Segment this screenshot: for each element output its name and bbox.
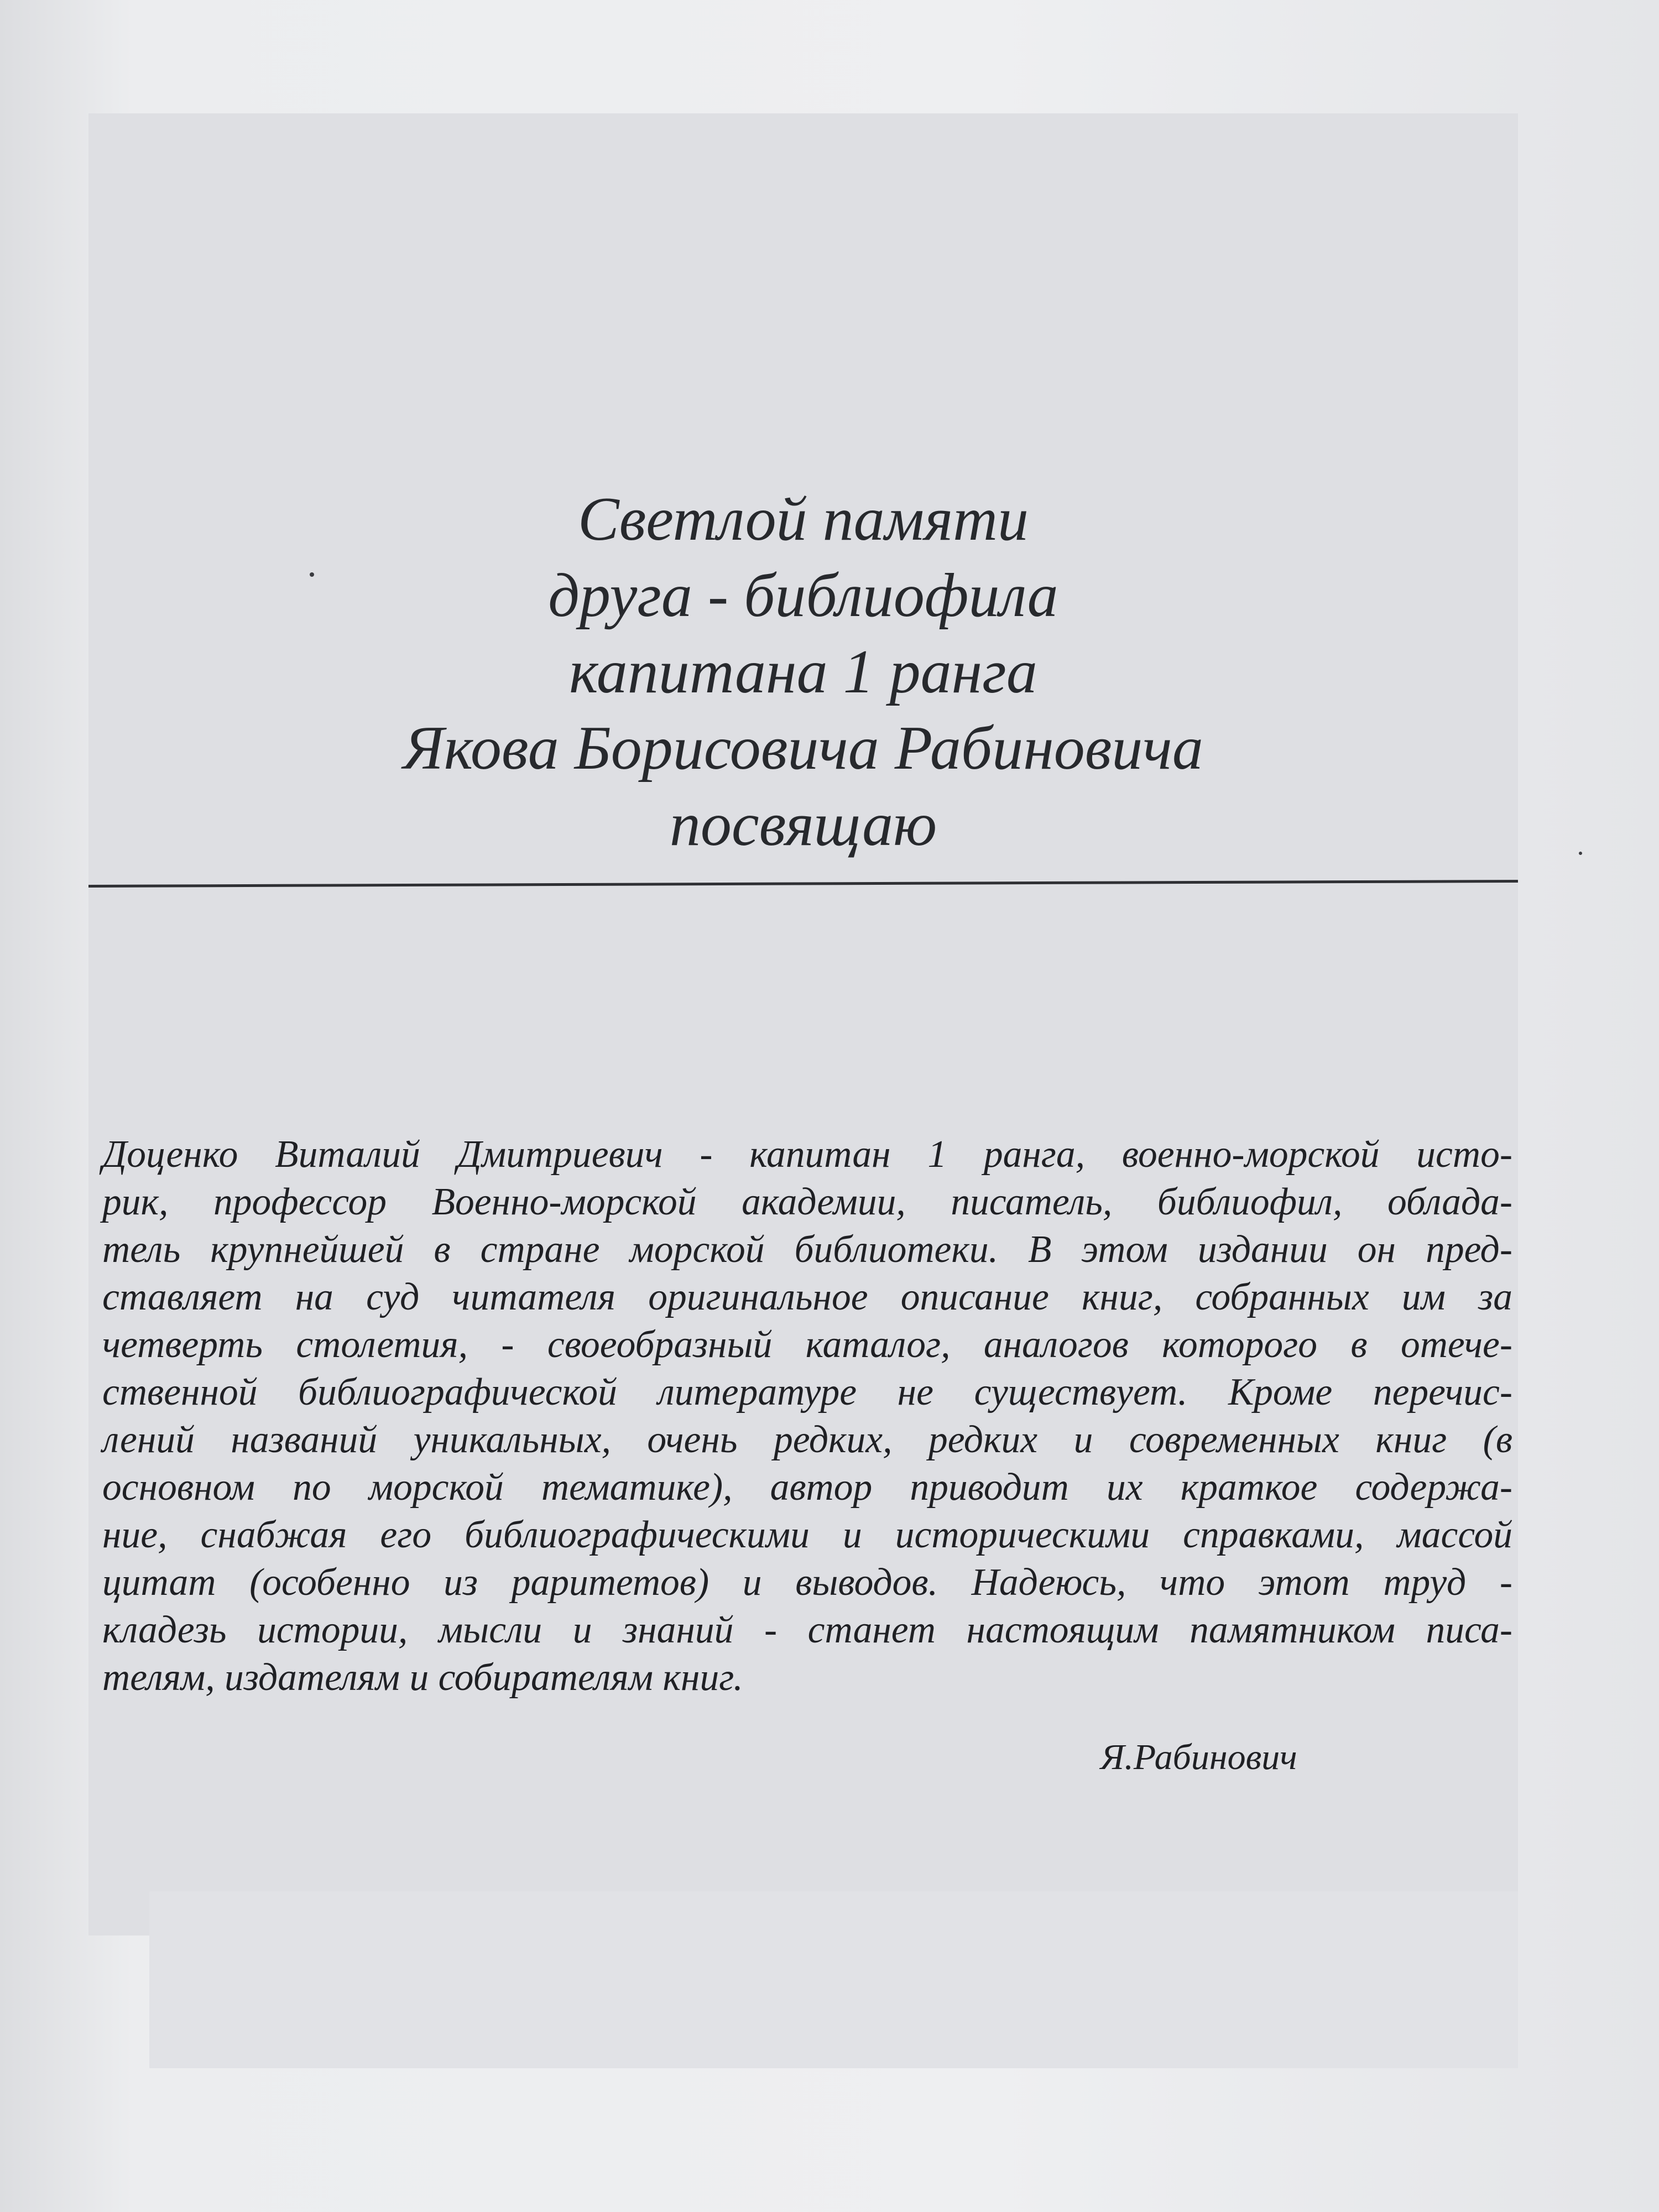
annotation-line: четверть столетия, - своеобразный каталог, аналогов которого в отече- xyxy=(102,1323,1512,1366)
annotation-line: рик, профессор Военно-морской академии, писатель, библиофил, облада- xyxy=(102,1181,1512,1223)
annotation-line: ставляет на суд читателя оригинальное описание книг, собранных им за xyxy=(102,1276,1512,1318)
annotation-line: тель крупнейшей в стране морской библиотеки. В этом издании он пред- xyxy=(102,1228,1512,1271)
annotation-line: Доценко Виталий Дмитриевич - капитан 1 ранга, военно-морской исто- xyxy=(102,1133,1512,1176)
paper-speck xyxy=(1579,852,1582,855)
annotation-line: основном по морской тематике), автор приводит их краткое содержа- xyxy=(102,1466,1512,1509)
dedication-line: Якова Борисовича Рабиновича xyxy=(403,714,1203,782)
dedication-line: друга - библиофила xyxy=(548,561,1058,630)
annotation-line: ние, снабжая его библиографическими и историческими справками, массой xyxy=(102,1514,1512,1556)
annotation-line: телям, издателям и собирателям книг. xyxy=(102,1656,743,1699)
dedication-block xyxy=(88,481,1518,863)
dedication-line: посвящаю xyxy=(669,790,937,859)
annotation-paragraph xyxy=(102,1131,1512,1702)
dedication-line: капитана 1 ранга xyxy=(569,638,1037,706)
annotation-line: кладезь истории, мысли и знаний - станет настоящим памятником писа- xyxy=(102,1609,1512,1651)
signature: Я.Рабинович xyxy=(1100,1737,1297,1777)
paper-speck xyxy=(310,572,314,577)
page-area-bottom xyxy=(149,1891,1518,2068)
annotation-line: цитат (особенно из раритетов) и выводов. Надеюсь, что этот труд - xyxy=(102,1561,1512,1604)
dedication-line: Светлой памяти xyxy=(577,485,1029,554)
annotation-line: ственной библиографической литературе не существует. Кроме перечис- xyxy=(102,1371,1512,1413)
annotation-line: лений названий уникальных, очень редких, редких и современных книг (в xyxy=(102,1418,1512,1461)
